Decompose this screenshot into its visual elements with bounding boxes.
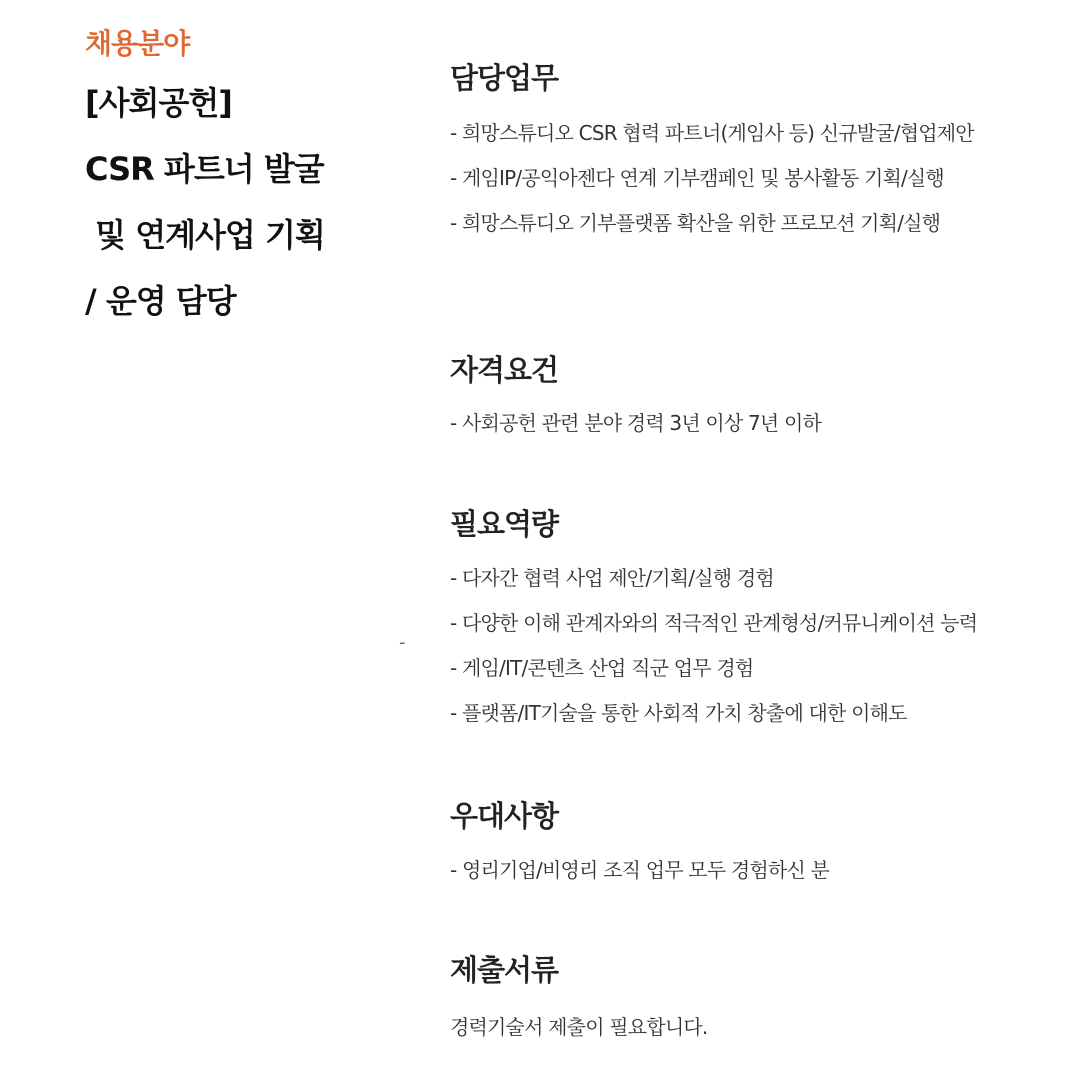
competency-item: - 다양한 이해 관계자와의 적극적인 관계형성/커뮤니케이션 능력 [450, 611, 978, 635]
competency-item: - 플랫폼/IT기술을 통한 사회적 가치 창출에 대한 이해도 [450, 701, 907, 725]
documents-section [450, 953, 1050, 1059]
qualifications-section [450, 353, 1050, 455]
job-title [85, 84, 385, 348]
competencies-list [450, 565, 1050, 745]
competency-item: - 게임/IT/콘텐츠 산업 직군 업무 경험 [450, 656, 754, 680]
document-item: 경력기술서 제출이 필요합니다. [450, 1015, 708, 1039]
duty-item: - 희망스튜디오 CSR 협력 파트너(게임사 등) 신규발굴/협업제안 [450, 121, 974, 145]
duties-section [450, 61, 1050, 255]
preferences-section [450, 799, 1050, 902]
job-title-line: / 운영 담당 [85, 282, 236, 320]
duty-item: - 게임IP/공익아젠다 연계 기부캠페인 및 봉사활동 기획/실행 [450, 166, 944, 190]
duties-list [450, 120, 1050, 255]
documents-heading: 제출서류 [450, 953, 559, 987]
job-title-line: 및 연계사업 기획 [85, 216, 325, 254]
duty-item: - 희망스튜디오 기부플랫폼 확산을 위한 프로모션 기획/실행 [450, 211, 941, 235]
duties-heading: 담당업무 [450, 61, 559, 95]
competencies-section [450, 507, 1050, 745]
qualifications-list [450, 410, 1050, 455]
preferences-list [450, 857, 1050, 902]
category-label: 채용분야 [85, 27, 190, 60]
qualifications-heading: 자격요건 [450, 353, 559, 387]
job-title-line: [사회공헌] [85, 84, 232, 122]
job-title-line: CSR 파트너 발굴 [85, 150, 324, 188]
preference-item: - 영리기업/비영리 조직 업무 모두 경험하신 분 [450, 858, 830, 882]
competencies-heading: 필요역량 [450, 507, 559, 541]
qualification-item: - 사회공헌 관련 분야 경력 3년 이상 7년 이하 [450, 411, 822, 435]
documents-list [450, 1014, 1050, 1059]
preferences-heading: 우대사항 [450, 799, 559, 833]
competency-item: - 다자간 협력 사업 제안/기획/실행 경험 [450, 566, 774, 590]
divider-dash: - [399, 632, 406, 653]
